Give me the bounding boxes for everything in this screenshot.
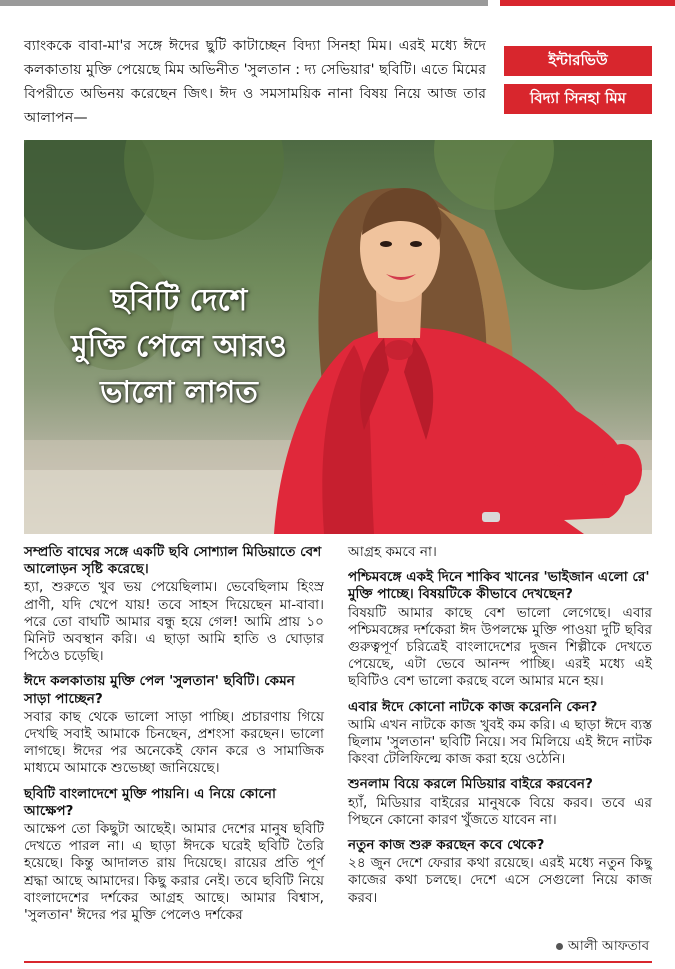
left-column xyxy=(24,544,324,924)
answer-continuation: আগ্রহ কমবে না। xyxy=(348,544,437,560)
qa-block xyxy=(24,786,324,925)
answer: ২৪ জুন দেশে ফেরার কথা রয়েছে। এরই মধ্যে নতুন কিছু কাজের কথা চলছে। দেশে এসে সেগুলো নিয়ে কাজ করব। xyxy=(348,855,652,906)
bottom-accent-rule xyxy=(24,961,652,963)
headline-line-3: ভালো লাগত xyxy=(100,375,258,410)
question: নতুন কাজ শুরু করছেন কবে থেকে? xyxy=(348,837,545,854)
feature-photo xyxy=(24,140,652,534)
question: সম্প্রতি বাঘের সঙ্গে একটি ছবি সোশ্যাল মিডিয়াতে বেশ আলোড়ন সৃষ্টি করেছে। xyxy=(24,544,322,578)
byline xyxy=(556,935,649,958)
person-tag: বিদ্যা সিনহা মিম xyxy=(504,84,652,114)
qa-block xyxy=(348,569,652,690)
answer: আমি এখন নাটকে কাজ খুবই কম করি। এ ছাড়া ঈদে ব্যস্ত ছিলাম 'সুলতান' ছবিটি নিয়ে। সব মিলিয়ে এই ঈদে নাটক কিংবা টেলিফিল্মে কাজ করা হয়ে ওঠেনি। xyxy=(348,716,652,768)
answer: আক্ষেপ তো কিছুটা আছেই। আমার দেশের মানুষ ছবিটি দেখতে পারল না। এ ছাড়া ঈদকে ঘরেই ছবিটি তৈরি হয়েছে। কিন্তু আদালত রায় দিয়েছে। রায়ের প্রতি পূর্ণ শ্রদ্ধা আছে আমাদের। কিছু করার নেই। তবে ছবিটি নিয়ে বাংলাদেশের দর্শকের আগ্রহ আছে। আমার বিশ্বাস, 'সুলতান' ঈদের পর মুক্তি পেলেও দর্শকের xyxy=(24,821,324,924)
qa-block xyxy=(24,673,324,777)
headline xyxy=(54,278,304,416)
answer: সবার কাছ থেকে ভালো সাড়া পাচ্ছি। প্রচারণায় গিয়ে দেখছি সবাই আমাকে চিনছেন, প্রশংসা করছেন। ভালো লাগছে। ঈদের পর অনেকেই ফোন করে ও সামাজিক মাধ্যমে আমাকে শুভেচ্ছা জানিয়েছে। xyxy=(24,708,324,777)
qa-block xyxy=(348,776,652,829)
bullet-icon xyxy=(556,943,563,950)
question: পশ্চিমবঙ্গে একই দিনে শাকিব খানের 'ভাইজান এলো রে' মুক্তি পাচ্ছে। বিষয়টিকে কীভাবে দেখছেন? xyxy=(348,569,650,603)
headline-line-2: মুক্তি পেলে আরও xyxy=(71,329,287,364)
question: ঈদে কলকাতায় মুক্তি পেল 'সুলতান' ছবিটি। কেমন সাড়া পাচ্ছেন? xyxy=(24,673,295,707)
question: ছবিটি বাংলাদেশে মুক্তি পায়নি। এ নিয়ে কোনো আক্ষেপ? xyxy=(24,785,276,819)
section-tag: ইন্টারভিউ xyxy=(504,46,652,76)
right-column xyxy=(348,544,652,915)
top-accent-bar xyxy=(500,0,675,6)
intro-paragraph: ব্যাংককে বাবা-মা'র সঙ্গে ঈদের ছুটি কাটাচ্ছেন বিদ্যা সিনহা মিম। এরই মধ্যে ঈদে কলকাতায় মুক্তি পেয়েছে মিম অভিনীত 'সুলতান : দ্য সেভিয়ার' ছবিটি। এতে মিমের বিপরীতে অভিনয় করেছেন জিৎ। ঈদ ও সমসাময়িক নানা বিষয় নিয়ে আজ তার আলাপন— xyxy=(24,38,486,126)
question: শুনলাম বিয়ে করলে মিডিয়ার বাইরে করবেন? xyxy=(348,776,593,793)
headline-line-1: ছবিটি দেশে xyxy=(110,283,248,318)
top-divider xyxy=(0,0,488,6)
answer: বিষয়টি আমার কাছে বেশ ভালো লেগেছে। এবার পশ্চিমবঙ্গের দর্শকেরা ঈদ উপলক্ষে মুক্তি পাওয়া দুটি ছবির গুরুত্বপূর্ণ চরিত্রেই বাংলাদেশের দুজন শিল্পীকে দেখতে পেয়েছে, এটা ভেবে আনন্দ পাচ্ছি। এরই মধ্যে এই ছবিটিও বেশ ভালো করছে বলে আমার মনে হয়। xyxy=(348,604,652,690)
qa-block xyxy=(348,837,652,907)
qa-block xyxy=(348,699,652,769)
qa-block xyxy=(24,544,324,665)
question: এবার ঈদে কোনো নাটকে কাজ করেননি কেন? xyxy=(348,698,598,715)
answer: হ্যা, শুরুতে খুব ভয় পেয়েছিলাম। ভেবেছিলাম হিংস্র প্রাণী, যদি খেপে যায়! তবে সাহস দিয়েছেন মা-বাবা। পরে তো বাঘটি আমার বন্ধু হয়ে গেল! আমি প্রায় ১০ মিনিট অবস্থান করি। এ ছাড়া আমি হাতি ও ঘোড়ার পিঠেও চড়েছি। xyxy=(24,579,324,665)
byline-author: আলী আফতাব xyxy=(568,938,650,954)
answer: হ্যাঁ, মিডিয়ার বাইরের মানুষকে বিয়ে করব। তবে এর পিছনে কোনো কারণ খুঁজতে যাবেন না। xyxy=(348,794,652,828)
